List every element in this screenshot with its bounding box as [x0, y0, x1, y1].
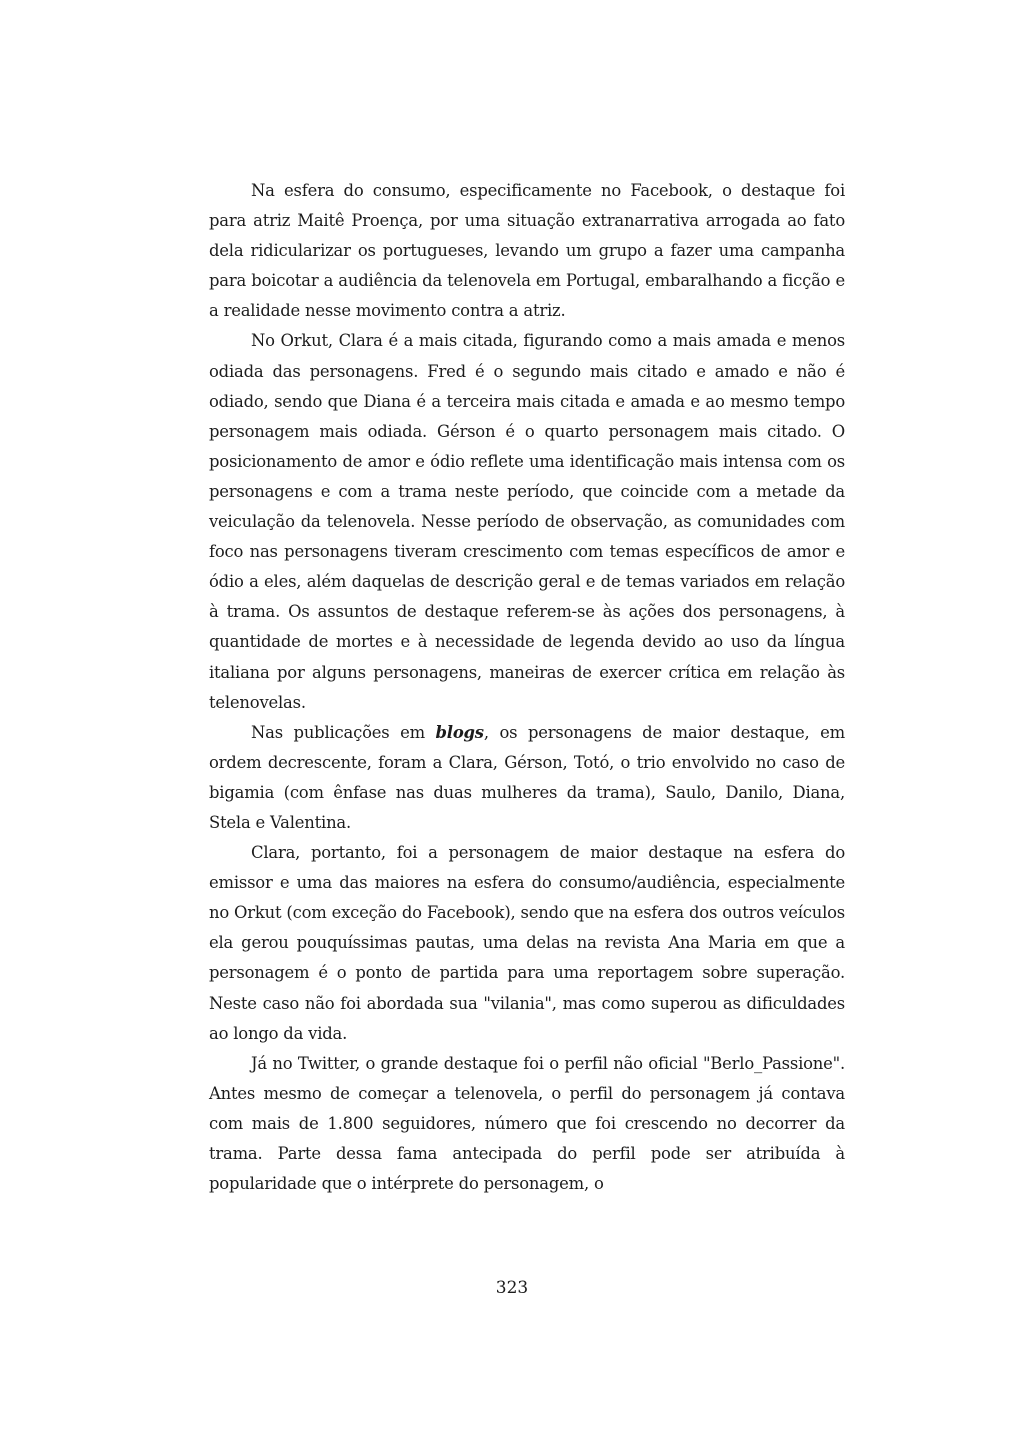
paragraph-text: Na esfera do consumo, especificamente no Facebook, o destaque foi para atriz Maitê Proença, por uma situação extranarrativa arrogada ao fato dela ridicularizar os portugueses, levando um grupo a fazer uma campanha para boicotar a audiência da telenovela em Portugal, embaralhando a ficção e a realidade nesse movimento contra a atriz.	[209, 181, 845, 321]
paragraph	[209, 176, 845, 326]
paragraph-text: Já no Twitter, o grande destaque foi o perfil não oficial "Berlo_Passione". Antes mesmo de começar a telenovela, o perfil do personagem já contava com mais de 1.800 seguidores, número que foi crescendo no decorrer da trama. Parte dessa fama antecipada do perfil pode ser atribuída à popularidade que o intérprete do personagem, o	[209, 1053, 845, 1194]
paragraph	[209, 718, 845, 838]
paragraph	[209, 326, 845, 717]
paragraph	[209, 838, 845, 1049]
paragraph-text: Clara, portanto, foi a personagem de maior destaque na esfera do emissor e uma das maiores na esfera do consumo/audiência, especialmente no Orkut (com exceção do Facebook), sendo que na esfera dos outros veículos ela gerou pouquíssimas pautas, uma delas na revista Ana Maria em que a personagem é o ponto de partida para uma reportagem sobre superação. Neste caso não foi abordada sua "vilania", mas como superou as dificuldades ao longo da vida.	[209, 843, 845, 1043]
page-number: 323	[495, 1278, 529, 1298]
paragraph-text: No Orkut, Clara é a mais citada, figurando como a mais amada e menos odiada das personagens. Fred é o segundo mais citado e amado e não é odiado, sendo que Diana é a terceira mais citada e amada e ao mesmo tempo personagem mais odiada. Gérson é o quarto personagem mais citado. O posicionamento de amor e ódio reflete uma identificação mais intensa com os personagens e com a trama neste período, que coincide com a metade da veiculação da telenovela. Nesse período de observação, as comunidades com foco nas personagens tiveram crescimento com temas específicos de amor e ódio a eles, além daquelas de descrição geral e de temas variados em relação à trama. Os assuntos de destaque referem-se às ações dos personagens, à quantidade de mortes e à necessidade de legenda devido ao uso da língua italiana por alguns personagens, maneiras de exercer crítica em relação às telenovelas.	[209, 331, 845, 712]
page-body	[209, 176, 845, 1199]
paragraph-text: , os personagens de maior destaque, em ordem decrescente, foram a Clara, Gérson, Totó, o trio envolvido no caso de bigamia (com ênfase nas duas mulheres da trama), Saulo, Danilo, Diana, Stela e Valentina.	[209, 722, 845, 832]
emphasized-term: blogs	[435, 722, 484, 742]
paragraph-text: Nas publicações em	[251, 722, 436, 742]
paragraph	[209, 1049, 845, 1199]
